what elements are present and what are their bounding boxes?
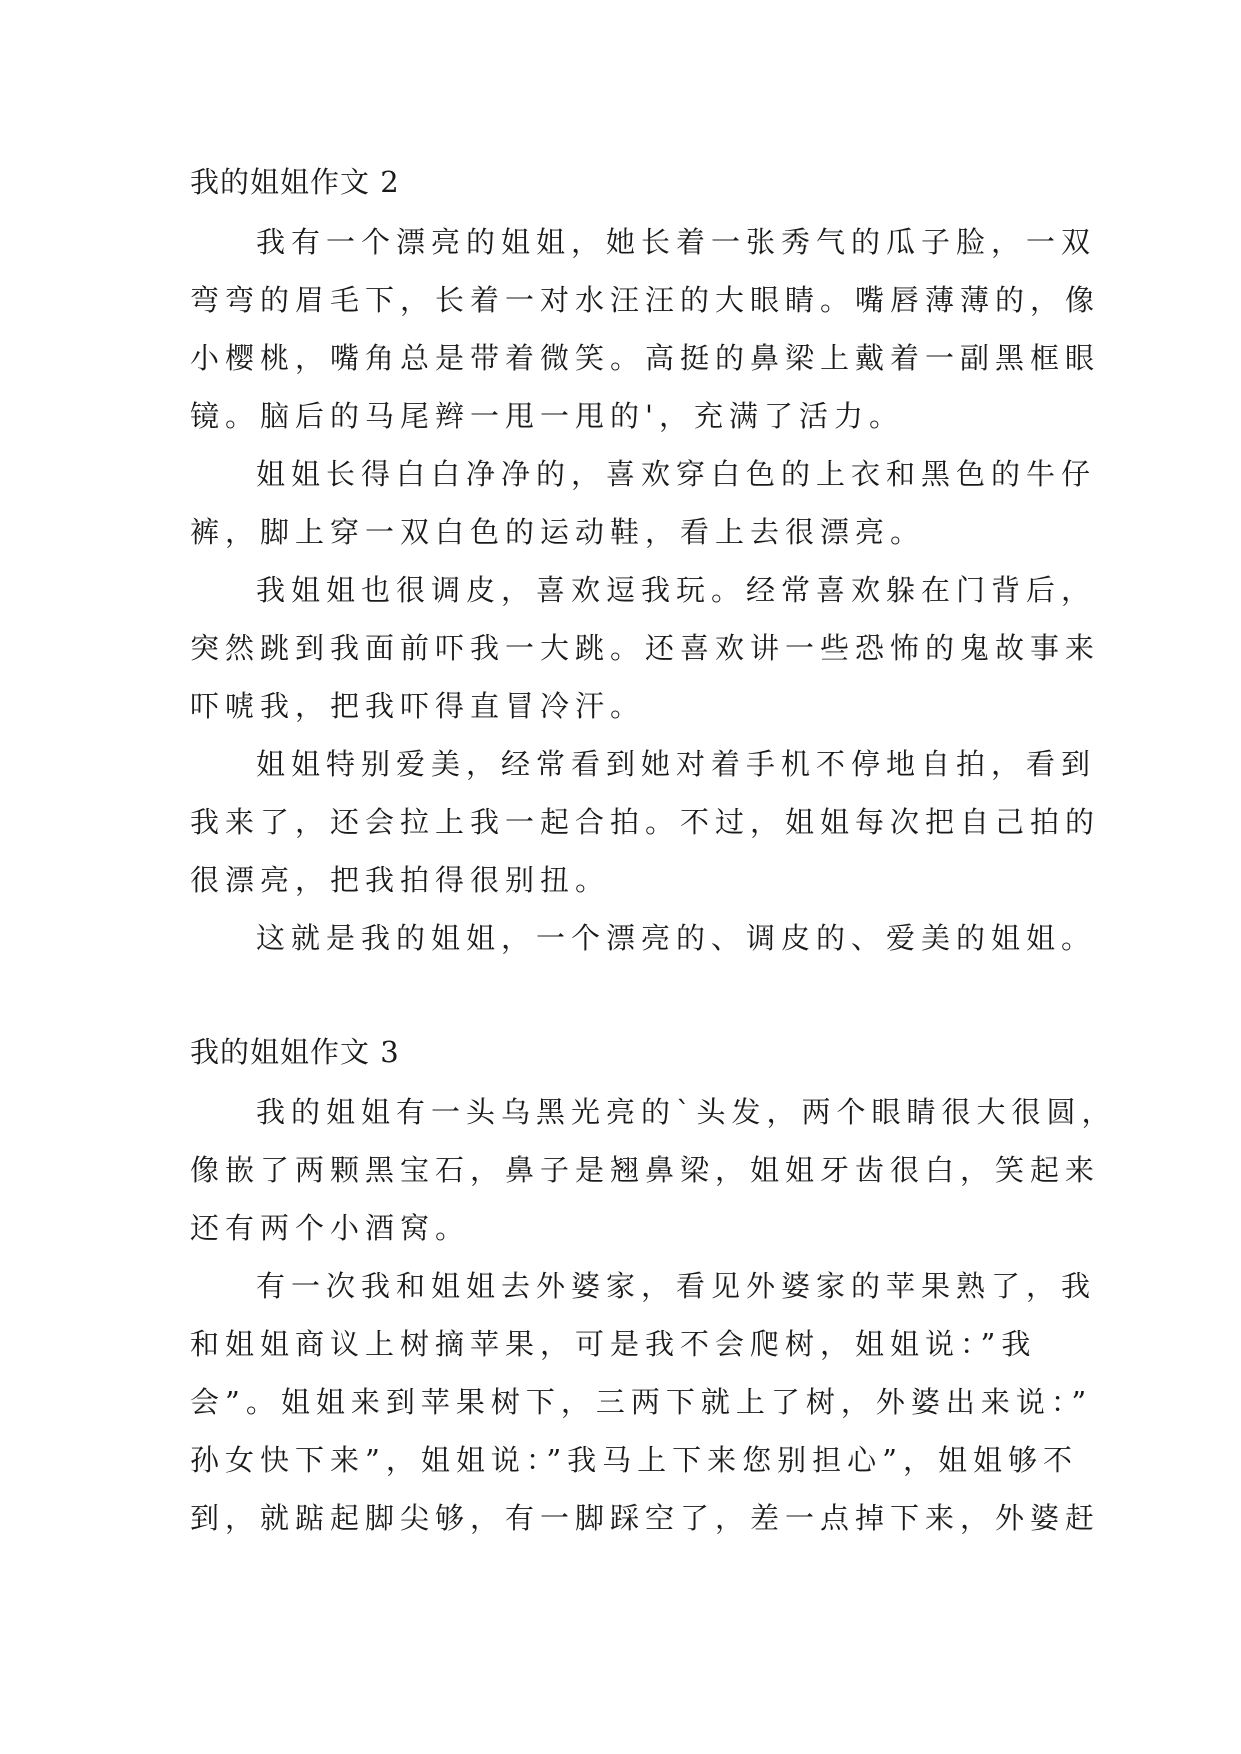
essay-3-title: 我的姐姐作文 3 — [190, 1035, 400, 1069]
essay-2-line: 我有一个漂亮的姐姐，她长着一张秀气的瓜子脸，一双 — [256, 225, 1097, 259]
essay-3-line: 有一次我和姐姐去外婆家，看见外婆家的苹果熟了，我 — [256, 1269, 1097, 1303]
essay-2-line: 很漂亮，把我拍得很别扭。 — [190, 863, 611, 897]
essay-2-line: 突然跳到我面前吓我一大跳。还喜欢讲一些恐怖的鬼故事来 — [190, 631, 1101, 665]
essay-2-line: 吓唬我，把我吓得直冒冷汗。 — [190, 689, 646, 723]
essay-2-line: 弯弯的眉毛下，长着一对水汪汪的大眼睛。嘴唇薄薄的，像 — [190, 283, 1101, 317]
essay-2-line: 裤，脚上穿一双白色的运动鞋，看上去很漂亮。 — [190, 515, 926, 549]
essay-2-line: 小樱桃，嘴角总是带着微笑。高挺的鼻梁上戴着一副黑框眼 — [190, 341, 1101, 375]
essay-2-line: 姐姐长得白白净净的，喜欢穿白色的上衣和黑色的牛仔 — [256, 457, 1097, 491]
essay-3-line: 像嵌了两颗黑宝石，鼻子是翘鼻梁，姐姐牙齿很白，笑起来 — [190, 1153, 1101, 1187]
essay-3-line: 还有两个小酒窝。 — [190, 1211, 471, 1245]
essay-3-line: 会”。姐姐来到苹果树下，三两下就上了树，外婆出来说：” — [190, 1385, 1093, 1419]
essay-3-line: 孙女快下来”，姐姐说：”我马上下来您别担心”，姐姐够不 — [190, 1443, 1078, 1477]
essay-2-line: 我姐姐也很调皮，喜欢逗我玩。经常喜欢躲在门背后， — [256, 573, 1097, 607]
essay-2-line: 镜。脑后的马尾辫一甩一甩的'，充满了活力。 — [190, 399, 904, 433]
essay-3-line: 我的姐姐有一头乌黑光亮的`头发，两个眼睛很大很圆， — [256, 1095, 1117, 1129]
essay-2-line: 姐姐特别爱美，经常看到她对着手机不停地自拍，看到 — [256, 747, 1097, 781]
essay-2-line: 我来了，还会拉上我一起合拍。不过，姐姐每次把自己拍的 — [190, 805, 1101, 839]
essay-2-line: 这就是我的姐姐，一个漂亮的、调皮的、爱美的姐姐。 — [256, 921, 1097, 955]
essay-2-title: 我的姐姐作文 2 — [190, 165, 400, 199]
essay-3-line: 到，就踮起脚尖够，有一脚踩空了，差一点掉下来，外婆赶 — [190, 1501, 1101, 1535]
essay-3-line: 和姐姐商议上树摘苹果，可是我不会爬树，姐姐说：”我 — [190, 1327, 1037, 1361]
